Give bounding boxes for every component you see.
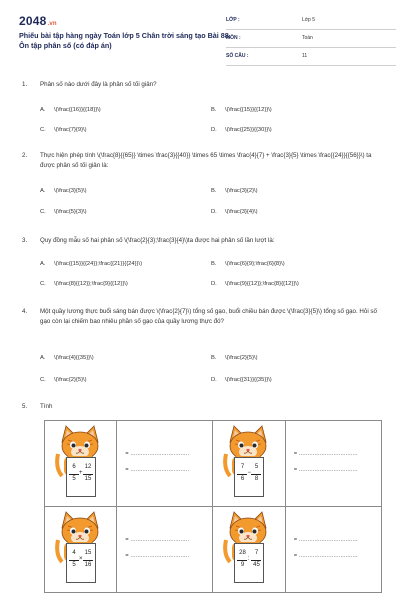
answer-line-1[interactable]: = .................................. xyxy=(125,451,190,457)
operator: × xyxy=(79,556,83,562)
question-4 xyxy=(22,307,382,387)
option-d[interactable] xyxy=(211,207,258,217)
answer-line-2[interactable]: = .................................. xyxy=(125,553,190,559)
meta-label: SỐ CÂU : xyxy=(226,53,249,59)
question-number: 4. xyxy=(22,308,28,315)
exercise-image-cell xyxy=(45,421,117,507)
option-b[interactable] xyxy=(211,105,272,115)
fraction-card xyxy=(66,457,96,497)
option-letter: C. xyxy=(40,377,46,383)
fraction-b-numerator: 7 xyxy=(254,550,259,556)
meta-value: 11 xyxy=(302,53,308,59)
fraction-bar xyxy=(237,560,247,561)
option-text: \(\frac{3}{4}\) xyxy=(225,209,258,215)
exercise-table xyxy=(44,420,382,593)
question-text: Tính xyxy=(40,403,53,410)
option-letter: C. xyxy=(40,127,46,133)
option-text: \(\frac{4}{{35}}\) xyxy=(54,355,94,361)
option-b[interactable] xyxy=(211,353,258,363)
option-letter: A. xyxy=(40,261,46,267)
site-logo[interactable] xyxy=(19,14,57,28)
option-letter: D. xyxy=(211,281,217,287)
question-text: Quy đồng mẫu số hai phân số \(\frac{2}{3};\frac{3}{4}\)ta được hai phân số lần lượt là: xyxy=(40,237,275,244)
answer-line-1[interactable]: = .................................. xyxy=(293,537,358,543)
option-letter: B. xyxy=(211,188,217,194)
fraction-bar xyxy=(251,560,261,561)
fraction-card xyxy=(234,543,264,583)
meta-label: MÔN : xyxy=(226,35,241,41)
answer-cell[interactable] xyxy=(285,507,381,593)
table-row xyxy=(45,421,382,507)
answer-cell[interactable] xyxy=(285,421,381,507)
fraction-b-denominator: 15 xyxy=(84,476,92,482)
fraction-b-numerator: 12 xyxy=(84,464,92,470)
logo-number: 2048 xyxy=(19,14,47,28)
option-text: \(\frac{3}{2}\) xyxy=(225,188,258,194)
option-text: \(\frac{7}{9}\) xyxy=(54,127,87,133)
fraction-card xyxy=(66,543,96,583)
answer-line-2[interactable]: = .................................. xyxy=(293,467,358,473)
option-a[interactable] xyxy=(40,105,101,115)
table-row xyxy=(45,507,382,593)
question-3 xyxy=(22,236,382,296)
fraction-bar xyxy=(237,474,247,475)
option-letter: B. xyxy=(211,355,217,361)
question-5 xyxy=(22,402,382,414)
fraction-a-numerator: 4 xyxy=(72,550,76,556)
option-text: \(\frac{2}{5}\) xyxy=(225,355,258,361)
operator: + xyxy=(79,470,83,476)
option-text: \(\frac{5}{3}\) xyxy=(54,209,87,215)
exercise-image-cell xyxy=(213,421,285,507)
meta-info xyxy=(226,14,396,68)
fraction-bar xyxy=(69,560,79,561)
operator: − xyxy=(247,470,251,476)
fraction-b-denominator: 45 xyxy=(253,562,260,568)
answer-line-2[interactable]: = .................................. xyxy=(125,467,190,473)
option-text: \(\frac{3}{5}\) xyxy=(54,188,87,194)
option-c[interactable] xyxy=(40,375,87,385)
question-text: Thực hiện phép tính \(\frac{8}{{65}} \times \frac{3}{{40}} \times 65 \times \frac{4}{7} + \frac{3}{5} \times \frac{{24}}{{56}}\) ta được phân số tối giản là: xyxy=(40,152,372,169)
option-letter: A. xyxy=(40,188,46,194)
option-text: \(\frac{6}{9};\frac{6}{8}\) xyxy=(225,261,285,267)
fraction-a-denominator: 6 xyxy=(240,476,245,482)
option-letter: A. xyxy=(40,355,46,361)
option-text: \(\frac{{15}}{{12}}\) xyxy=(225,107,272,113)
option-text: \(\frac{{16}}{{18}}\) xyxy=(54,107,101,113)
meta-row-subject xyxy=(226,32,396,48)
option-c[interactable] xyxy=(40,207,87,217)
option-d[interactable] xyxy=(211,375,272,385)
option-c[interactable] xyxy=(40,125,87,135)
fraction-a-numerator: 28 xyxy=(239,550,246,556)
answer-line-1[interactable]: = .................................. xyxy=(293,451,358,457)
exercise-image-cell xyxy=(213,507,285,593)
option-text: \(\frac{{31}}{{35}}\) xyxy=(225,377,272,383)
fraction-b-denominator: 16 xyxy=(84,562,92,568)
fraction-b-numerator: 5 xyxy=(254,464,259,470)
option-d[interactable] xyxy=(211,279,299,289)
fraction-card xyxy=(234,457,264,497)
option-a[interactable] xyxy=(40,353,94,363)
fraction-b-numerator: 15 xyxy=(84,550,92,556)
option-a[interactable] xyxy=(40,186,87,196)
option-letter: C. xyxy=(40,209,46,215)
question-text: Một quầy lương thực buổi sáng bán được \(\frac{2}{7}\) tổng số gạo, buổi chiều bán được \(\frac{3}{5}\) tổng số gạo. Hỏi số gạo còn lại chiếm bao nhiêu phần số gạo của quầy lương thực đó? xyxy=(40,308,377,325)
answer-line-2[interactable]: = .................................. xyxy=(293,553,358,559)
option-c[interactable] xyxy=(40,279,128,289)
question-text: Phân số nào dưới đây là phân số tối giản? xyxy=(40,81,157,88)
option-text: \(\frac{9}{{12}};\frac{8}{{12}}\) xyxy=(225,281,299,287)
option-letter: C. xyxy=(40,281,46,287)
meta-value: Toán xyxy=(302,35,313,41)
answer-cell[interactable] xyxy=(117,421,213,507)
fraction-a-denominator: 5 xyxy=(72,476,76,482)
option-letter: B. xyxy=(211,107,217,113)
answer-line-1[interactable]: = .................................. xyxy=(125,537,190,543)
option-letter: A. xyxy=(40,107,46,113)
option-letter: B. xyxy=(211,261,217,267)
fraction-bar xyxy=(83,474,93,475)
option-text: \(\frac{{15}}{{24}};\frac{{21}}{{24}}\) xyxy=(54,261,143,267)
worksheet-header xyxy=(19,10,381,62)
question-2 xyxy=(22,151,382,221)
document-title: Phiếu bài tập hàng ngày Toán lớp 5 Chân trời sáng tạo Bài 88. Ôn tập phân số (có đáp án) xyxy=(19,31,231,50)
option-text: \(\frac{8}{{12}};\frac{9}{{12}}\) xyxy=(54,281,128,287)
question-number: 1. xyxy=(22,81,28,88)
meta-label: LỚP : xyxy=(226,17,240,23)
question-number: 3. xyxy=(22,237,28,244)
meta-row-count xyxy=(226,50,396,66)
option-text: \(\frac{{25}}{{30}}\) xyxy=(225,127,272,133)
question-1 xyxy=(22,80,382,140)
fraction-a-denominator: 5 xyxy=(72,562,76,568)
fraction-b-denominator: 8 xyxy=(254,476,259,482)
option-b[interactable] xyxy=(211,186,258,196)
fraction-a-denominator: 9 xyxy=(240,562,245,568)
fraction-a-numerator: 7 xyxy=(240,464,245,470)
meta-value: Lớp 5 xyxy=(302,17,316,23)
question-number: 5. xyxy=(22,403,28,410)
operator: : xyxy=(247,556,250,562)
fraction-bar xyxy=(83,560,93,561)
option-letter: D. xyxy=(211,377,217,383)
option-text: \(\frac{2}{5}\) xyxy=(54,377,87,383)
option-letter: D. xyxy=(211,127,217,133)
answer-cell[interactable] xyxy=(117,507,213,593)
option-b[interactable] xyxy=(211,259,285,269)
option-d[interactable] xyxy=(211,125,272,135)
fraction-bar xyxy=(69,474,79,475)
fraction-bar xyxy=(251,474,261,475)
logo-tld: .vn xyxy=(47,21,57,27)
fraction-a-numerator: 6 xyxy=(72,464,76,470)
option-letter: D. xyxy=(211,209,217,215)
option-a[interactable] xyxy=(40,259,142,269)
question-number: 2. xyxy=(22,152,28,159)
meta-row-class xyxy=(226,14,396,30)
exercise-image-cell xyxy=(45,507,117,593)
